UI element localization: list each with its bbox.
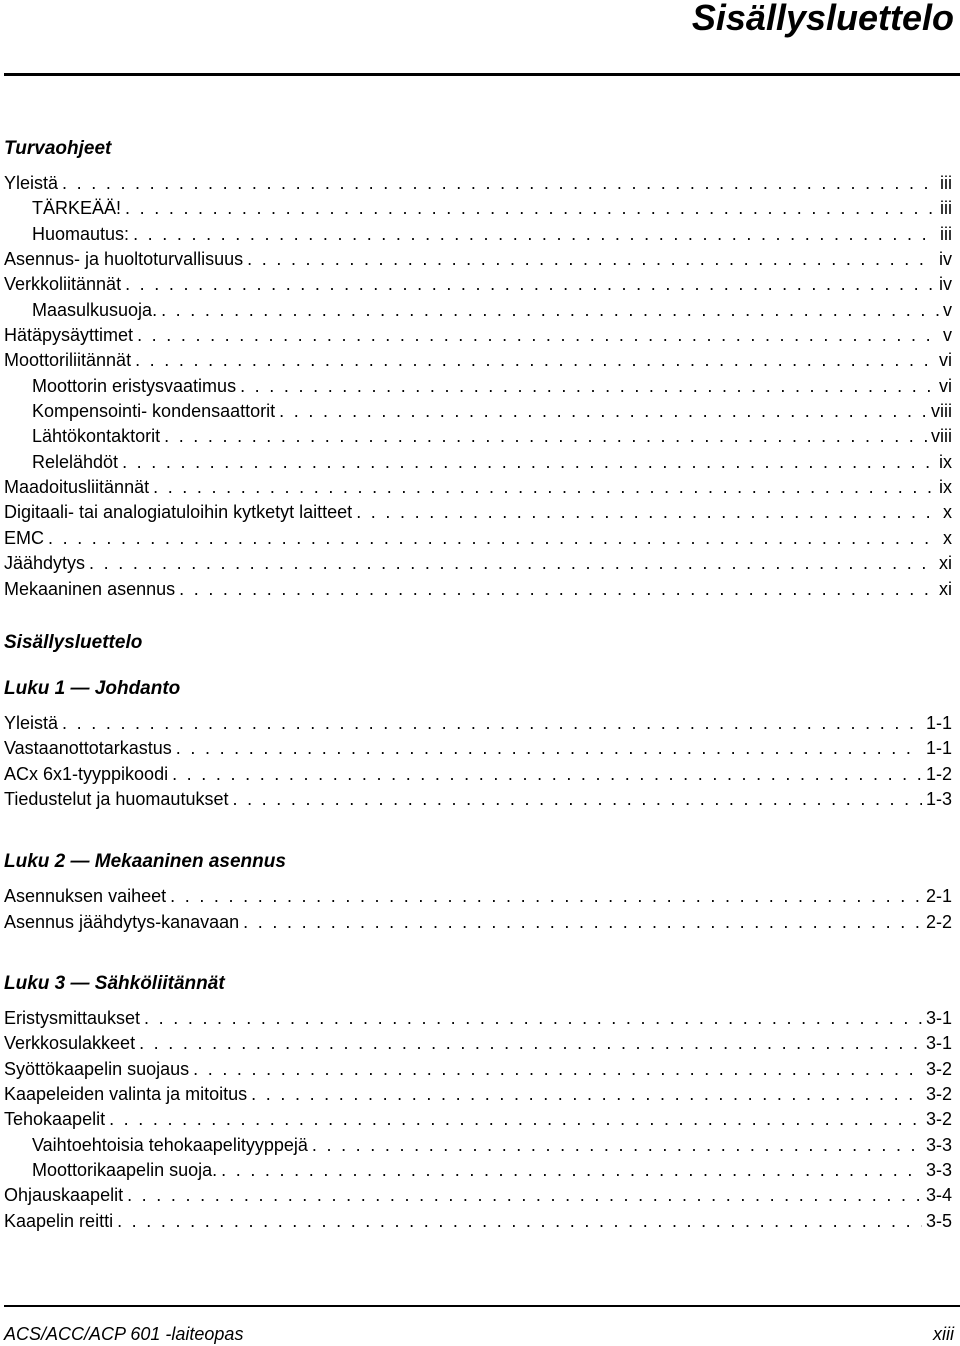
toc-entry-page: 3-5 [925,1210,952,1231]
dot-leader [125,196,936,221]
dot-leader [247,247,935,272]
toc-entry[interactable] [4,1057,952,1082]
section-heading: Turvaohjeet [4,138,112,159]
toc-entry-page: iv [939,249,952,270]
dot-leader [127,1183,922,1208]
toc-entry[interactable] [4,475,952,500]
toc-entry-label: Kompensointi- kondensaattorit [32,401,276,422]
toc-entry-label: Ohjauskaapelit [4,1185,124,1206]
toc-entry[interactable] [4,1031,952,1056]
toc-entry[interactable] [4,374,952,399]
toc-entry-page: 3-2 [925,1083,952,1104]
page-title: Sisällysluettelo [691,0,954,38]
dot-leader [179,577,935,602]
toc-entry-page: vi [939,375,952,396]
toc-entry-page: 2-2 [925,911,952,932]
toc-entry[interactable] [4,222,952,247]
toc-section [4,630,952,656]
toc-section [4,971,952,1234]
toc-entry-label: Moottorikaapelin suoja. [32,1159,218,1180]
toc-entry[interactable] [4,884,952,909]
dot-leader [251,1082,922,1107]
dot-leader [144,1006,922,1031]
bottom-divider [4,1305,960,1307]
dot-leader [221,1158,922,1183]
toc-section [4,849,952,935]
toc-entry-label: Lähtökontaktorit [32,426,161,447]
toc-entry-page: viii [931,401,952,422]
toc-entry-page: iv [939,274,952,295]
toc-entry-page: viii [931,426,952,447]
dot-leader [279,399,927,424]
toc-entry-label: Yleistä [4,712,59,733]
section-heading: Sisällysluettelo [4,631,143,653]
toc-entry-page: 3-4 [925,1185,952,1206]
toc-entry[interactable] [4,171,952,196]
table-of-contents [4,136,952,1234]
dot-leader [62,711,922,736]
toc-entry-label: TÄRKEÄÄ! [32,198,122,219]
toc-entry[interactable] [4,551,952,576]
toc-entry-label: Yleistä [4,173,59,193]
footer-page-number: xiii [933,1324,954,1344]
toc-entry[interactable] [4,1107,952,1132]
toc-entry-label: Asennuksen vaiheet [4,886,167,907]
toc-entry-label: Hätäpysäyttimet [4,325,134,346]
dot-leader [164,424,927,449]
toc-entry-page: 3-3 [925,1159,952,1180]
toc-entry-label: Vaihtoehtoisia tehokaapelityyppejä [32,1134,308,1155]
toc-entry-label: Tehokaapelit [4,1109,106,1130]
toc-section [4,136,952,602]
footer-manual-title: ACS/ACC/ACP 601 -laiteopas [4,1324,244,1344]
toc-entry-page: 3-1 [925,1007,952,1028]
dot-leader [125,272,935,297]
toc-entry[interactable] [4,247,952,272]
toc-entry[interactable] [4,323,952,348]
toc-entry-page: 1-3 [925,788,952,809]
toc-entry-label: Digitaali- tai analogiatuloihin kytketyt laitteet [4,502,353,523]
toc-entry-label: Mekaaninen asennus [4,578,176,599]
toc-entry-page: 3-2 [925,1109,952,1130]
toc-entry-label: Asennus jäähdytys-kanavaan [4,911,240,932]
section-heading: Luku 3 — Sähköliitännät [4,972,225,994]
dot-leader [193,1057,922,1082]
toc-entry-label: Moottorin eristysvaatimus [32,375,237,396]
toc-entry-page: ix [939,451,952,472]
toc-entry[interactable] [4,1158,952,1183]
dot-leader [243,910,922,935]
toc-entry-page: 1-1 [925,738,952,759]
toc-entry[interactable] [4,526,952,551]
dot-leader [356,500,939,525]
dot-leader [62,171,936,196]
toc-entry-page: 2-1 [925,886,952,907]
toc-entry[interactable] [4,272,952,297]
dot-leader [240,374,935,399]
dot-leader [122,450,935,475]
toc-entry[interactable] [4,500,952,525]
toc-entry[interactable] [4,1082,952,1107]
toc-entry-label: Maasulkusuoja. [32,299,158,320]
top-divider [4,73,960,76]
toc-entry-page: 3-2 [925,1058,952,1079]
toc-entry-page: x [943,502,952,523]
dot-leader [137,323,939,348]
toc-entry[interactable] [4,348,952,373]
toc-entry-label: Huomautus: [32,223,130,244]
toc-entry-page: vi [939,350,952,371]
dot-leader [172,762,922,787]
toc-entry-page: ix [939,477,952,498]
toc-entry-page: iii [940,198,952,219]
dot-leader [232,787,922,812]
toc-entry[interactable] [4,298,952,323]
toc-entry-label: Verkkosulakkeet [4,1033,136,1054]
toc-entry[interactable] [4,711,952,736]
toc-entry[interactable] [4,1183,952,1208]
toc-entry-page: xi [939,578,952,599]
toc-entry-page: 3-3 [925,1134,952,1155]
dot-leader [135,348,935,373]
toc-entry[interactable] [4,1133,952,1158]
toc-entry[interactable] [4,424,952,449]
toc-entry-page: 1-1 [925,712,952,733]
toc-entry[interactable] [4,787,952,812]
toc-entry[interactable] [4,577,952,602]
toc-entry-label: Kaapeleiden valinta ja mitoitus [4,1083,248,1104]
toc-entry-label: Vastaanottotarkastus [4,738,172,759]
toc-entry[interactable] [4,399,952,424]
section-heading: Luku 1 — Johdanto [4,677,181,699]
toc-entry-page: v [943,299,952,320]
toc-entry-page: iii [940,173,952,193]
dot-leader [133,222,936,247]
dot-leader [176,736,922,761]
toc-entry-label: Verkkoliitännät [4,274,122,295]
toc-entry-label: Relelähdöt [32,451,119,472]
toc-entry-label: EMC [4,527,44,548]
toc-entry[interactable] [4,1209,952,1234]
toc-entry-page: 1-2 [925,763,952,784]
toc-entry-page: 3-1 [925,1033,952,1054]
dot-leader [117,1209,922,1234]
dot-leader [139,1031,922,1056]
dot-leader [312,1133,922,1158]
dot-leader [48,526,939,551]
toc-entry-label: Tiedustelut ja huomautukset [4,788,229,809]
toc-entry-label: Kaapelin reitti [4,1210,114,1231]
toc-entry-page: iii [940,223,952,244]
toc-entry[interactable] [4,450,952,475]
dot-leader [109,1107,922,1132]
toc-entry-label: Eristysmittaukset [4,1007,141,1028]
toc-entry[interactable] [4,736,952,761]
toc-entry-label: Asennus- ja huoltoturvallisuus [4,249,244,270]
dot-leader [153,475,935,500]
toc-section [4,676,952,812]
section-heading: Luku 2 — Mekaaninen asennus [4,851,286,873]
toc-entry[interactable] [4,762,952,787]
toc-entry[interactable] [4,196,952,221]
toc-entry-page: x [943,527,952,548]
toc-entry[interactable] [4,1006,952,1031]
toc-entry-label: ACx 6x1-tyyppikoodi [4,763,169,784]
dot-leader [170,884,922,909]
toc-entry-label: Syöttökaapelin suojaus [4,1058,190,1079]
toc-entry-label: Jäähdytys [4,553,86,574]
toc-entry[interactable] [4,910,952,935]
toc-entry-page: xi [939,553,952,574]
toc-entry-page: v [943,325,952,346]
toc-entry-label: Moottoriliitännät [4,350,132,371]
dot-leader [161,298,939,323]
dot-leader [89,551,935,576]
toc-entry-label: Maadoitusliitännät [4,477,150,498]
